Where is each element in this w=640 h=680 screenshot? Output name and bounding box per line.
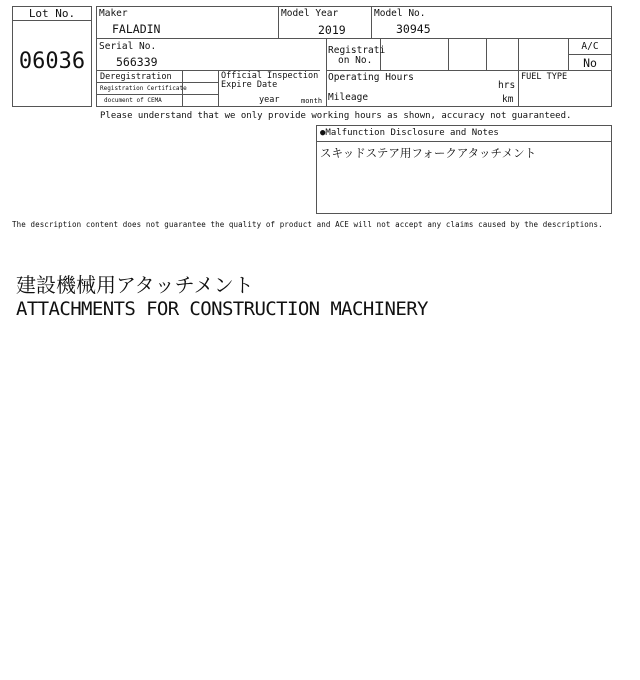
mileage-label: Mileage xyxy=(328,92,369,103)
ac-divider xyxy=(568,54,612,55)
inspection-label-line1: Official Inspection xyxy=(221,71,319,81)
ac-label: A/C xyxy=(581,41,599,52)
registration-certificate-label: Registration Certificate xyxy=(100,85,187,92)
registration-label-line1: Registrati xyxy=(328,45,386,56)
maker-value: FALADIN xyxy=(112,22,161,36)
malfunction-divider xyxy=(316,141,612,142)
mileage-unit: km xyxy=(502,94,514,105)
inspection-label-line2: Expire Date xyxy=(221,80,278,90)
category-title-jp: 建設機械用アタッチメント xyxy=(16,273,254,297)
fuel-type-label: FUEL TYPE xyxy=(521,72,568,82)
maker-label: Maker xyxy=(99,8,128,19)
dereg-right-divider xyxy=(218,70,219,107)
hours-disclaimer: Please understand that we only provide working hours as shown, accuracy not guaranteed. xyxy=(100,111,572,121)
dereg-sub-divider-2 xyxy=(96,94,218,95)
lot-label: Lot No. xyxy=(28,7,76,20)
reg-cell-4 xyxy=(518,38,519,107)
serial-value: 566339 xyxy=(116,55,158,69)
model-year-value: 2019 xyxy=(318,23,346,37)
modelyear-divider xyxy=(371,6,372,38)
model-no-value: 30945 xyxy=(396,22,431,36)
ac-value: No xyxy=(583,56,597,70)
model-no-label: Model No. xyxy=(374,8,426,19)
deregistration-label: Deregistration xyxy=(100,72,172,82)
malfunction-text: スキッドステア用フォークアタッチメント xyxy=(320,146,537,160)
lot-divider xyxy=(12,20,92,21)
serial-divider xyxy=(326,38,327,107)
category-title-en: ATTACHMENTS FOR CONSTRUCTION MACHINERY xyxy=(16,298,428,320)
maker-divider xyxy=(278,6,279,38)
reg-cell-3 xyxy=(486,38,487,70)
inspection-year-label: year xyxy=(259,95,280,105)
registration-label-line2: on No. xyxy=(338,55,373,66)
description-disclaimer: The description content does not guarantee the quality of product and ACE will not accept any claims caused by the descriptions. xyxy=(12,220,603,229)
lot-number: 06036 xyxy=(18,49,86,74)
row1-divider xyxy=(96,38,612,39)
row2-divider-right xyxy=(326,70,612,71)
malfunction-label: ●Malfunction Disclosure and Notes xyxy=(320,128,499,138)
reg-cell-2 xyxy=(448,38,449,70)
inspection-month-label: month xyxy=(301,97,323,105)
operating-hours-label: Operating Hours xyxy=(328,72,414,83)
model-year-label: Model Year xyxy=(281,8,339,19)
operating-hours-unit: hrs xyxy=(498,80,516,91)
cema-document-label: document of CEMA xyxy=(104,97,162,104)
serial-label: Serial No. xyxy=(99,41,157,52)
